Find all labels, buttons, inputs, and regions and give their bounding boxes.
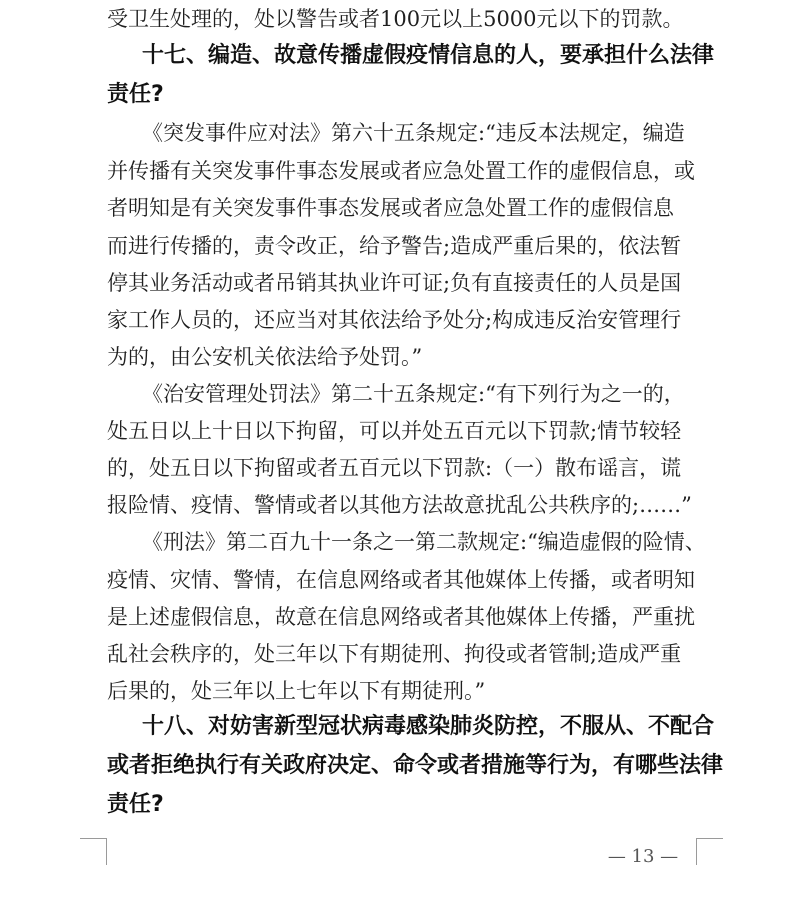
paragraph-line: 而进行传播的，责令改正，给予警告;造成严重后果的，依法暂 xyxy=(107,234,682,258)
paragraph-line: 报险情、疫情、警情或者以其他方法故意扰乱公共秩序的;……” xyxy=(107,493,692,517)
paragraph-line: 为的，由公安机关依法给予处罚。” xyxy=(107,345,423,369)
crop-mark-left xyxy=(80,838,107,865)
paragraph-line: 者明知是有关突发事件事态发展或者应急处置工作的虚假信息 xyxy=(107,196,674,220)
paragraph-line: 是上述虚假信息，故意在信息网络或者其他媒体上传播，严重扰 xyxy=(107,605,695,629)
paragraph-line: 并传播有关突发事件事态发展或者应急处置工作的虚假信息，或 xyxy=(107,159,695,183)
paragraph-line: 的，处五日以下拘留或者五百元以下罚款:（一）散布谣言，谎 xyxy=(107,456,682,480)
section-heading-18: 十八、对妨害新型冠状病毒感染肺炎防控，不服从、不配合 xyxy=(142,714,715,739)
paragraph-line: 家工作人员的，还应当对其依法给予处分;构成违反治安管理行 xyxy=(107,308,682,332)
section-heading-18: 责任? xyxy=(107,792,164,817)
paragraph-line: 受卫生处理的，处以警告或者100元以上5000元以下的罚款。 xyxy=(107,7,684,31)
section-heading-18: 或者拒绝执行有关政府决定、命令或者措施等行为，有哪些法律 xyxy=(107,753,724,778)
paragraph-line: 《刑法》第二百九十一条之一第二款规定:“编造虚假的险情、 xyxy=(142,530,706,554)
section-heading-17: 责任? xyxy=(107,82,164,107)
page-number: — 13 — xyxy=(607,846,679,867)
paragraph-line: 《治安管理处罚法》第二十五条规定:“有下列行为之一的， xyxy=(142,382,685,406)
paragraph-line: 《突发事件应对法》第六十五条规定:“违反本法规定，编造 xyxy=(142,121,685,145)
section-heading-17: 十七、编造、故意传播虚假疫情信息的人，要承担什么法律 xyxy=(142,43,715,68)
paragraph-line: 后果的，处三年以上七年以下有期徒刑。” xyxy=(107,679,486,703)
paragraph-line: 处五日以上十日以下拘留，可以并处五百元以下罚款;情节较轻 xyxy=(107,419,682,443)
crop-mark-right xyxy=(696,838,723,865)
paragraph-line: 疫情、灾情、警情，在信息网络或者其他媒体上传播，或者明知 xyxy=(107,568,695,592)
paragraph-line: 乱社会秩序的，处三年以下有期徒刑、拘役或者管制;造成严重 xyxy=(107,642,682,666)
paragraph-line: 停其业务活动或者吊销其执业许可证;负有直接责任的人员是国 xyxy=(107,271,682,295)
